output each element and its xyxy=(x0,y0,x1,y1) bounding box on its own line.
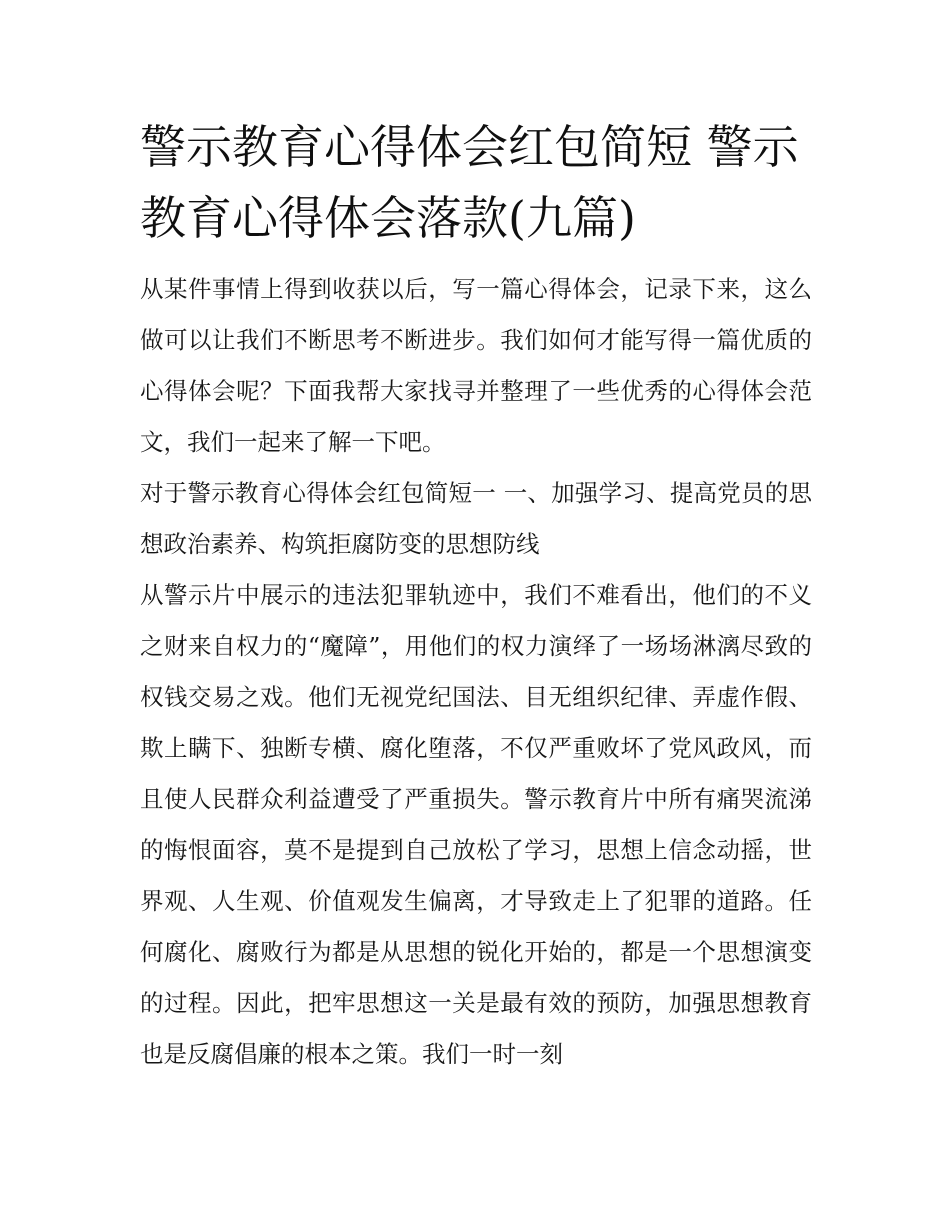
document-body xyxy=(140,112,812,1080)
section-heading-paragraph: 对于警示教育心得体会红包简短一 一、加强学习、提高党员的思想政治素养、构筑拒腐防变的思想防线 xyxy=(140,479,812,558)
document-title: 警示教育心得体会红包简短 警示教育心得体会落款(九篇) xyxy=(140,120,799,245)
body-paragraph: 从警示片中展示的违法犯罪轨迹中，我们不难看出，他们的不义之财来自权力的“魔障”，用他们的权力演绎了一场场淋漓尽致的权钱交易之戏。他们无视党纪国法、目无组织纪律、弄虚作假、欺上瞒下、独断专横、腐化堕落，不仅严重败坏了党风政风，而且使人民群众利益遭受了严重损失。警示教育片中所有痛哭流涕的悔恨面容，莫不是提到自己放松了学习，思想上信念动摇，世界观、人生观、价值观发生偏离，才导致走上了犯罪的道路。任何腐化、腐败行为都是从思想的锐化开始的，都是一个思想演变的过程。因此，把牢思想这一关是最有效的预防，加强思想教育也是反腐倡廉的根本之策。我们一时一刻 xyxy=(140,581,812,1068)
intro-paragraph: 从某件事情上得到收获以后，写一篇心得体会，记录下来，这么做可以让我们不断思考不断进步。我们如何才能写得一篇优质的心得体会呢？下面我帮大家找寻并整理了一些优秀的心得体会范文，我们一起来了解一下吧。 xyxy=(140,275,812,456)
